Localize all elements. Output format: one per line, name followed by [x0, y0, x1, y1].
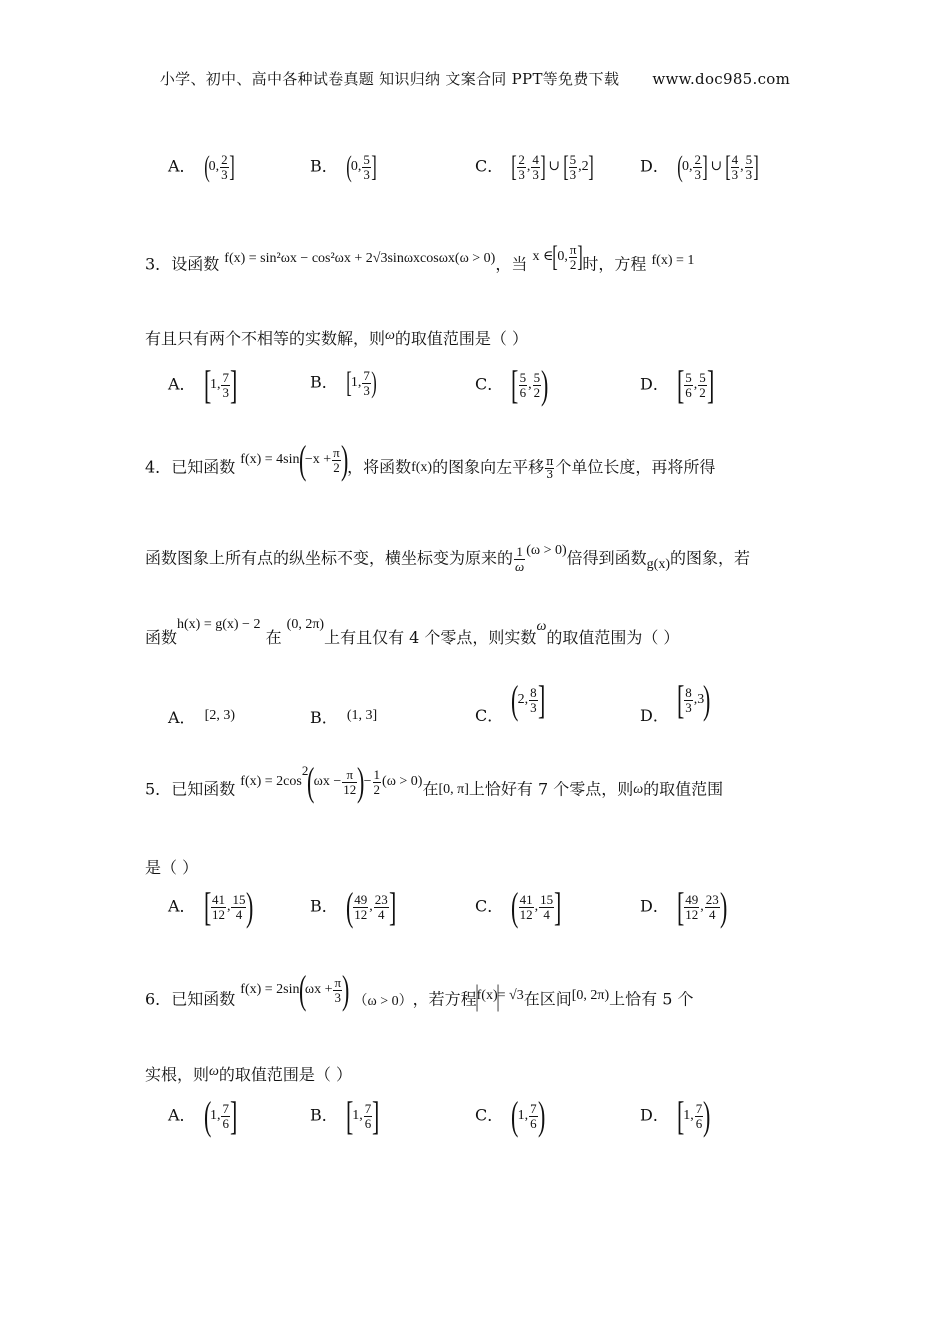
- q3-option-b: B． [1, $\frac{7}{3}$ ): [310, 366, 377, 399]
- q5-option-b: B． ( $\frac{49}{12}$ , $\frac{23}{4}$ ]: [310, 884, 397, 929]
- header-site: www.doc985.com: [652, 70, 791, 88]
- q5-option-a: A． [ $\frac{41}{12}$ , $\frac{15}{4}$ ): [168, 884, 254, 929]
- q3-option-a: A． [1, $\frac{7}{3}$ ]: [168, 362, 238, 407]
- q5-line1: 5．已知函数 f(x) = 2cos2(ωx − $\frac{\pi}{12}$ )− $\frac{1}{2}$ (ω > 0)在[0, π]上恰好有 7 个零点，则ω的取值范围: [145, 759, 724, 804]
- q4-line3: 函数h(x) = g(x) − 2 在 (0, 2π)上有且仅有 4 个零点，则实数ω的取值范围为（ ）: [145, 616, 680, 647]
- q6-option-a: A． (1, $\frac{7}{6}$ ]: [168, 1093, 238, 1138]
- q4-line2: 函数图象上所有点的纵坐标不变，横坐标变为原来的 $\frac{1}{\omega}$ (ω > 0)倍得到函数g(x)的图象，若: [145, 543, 750, 574]
- q6-line1: 6．已知函数 f(x) = 2sin(ωx + $\frac{\pi}{3}$ ) （ω > 0），若方程|f(x)|= √3在区间[0, 2π)上恰有 5 个: [145, 967, 694, 1012]
- q2-option-a: A． (0, $\frac{2}{3}$ ]: [168, 150, 235, 183]
- q3-option-d: D． [ $\frac{5}{6}$ , $\frac{5}{2}$ ]: [640, 362, 715, 407]
- q6-option-d: D． [1, $\frac{7}{6}$ ): [640, 1093, 711, 1138]
- q4-line1: 4．已知函数 f(x) = 4sin(−x + $\frac{\pi}{2}$ )，将函数f(x)的图象向左平移 $\frac{\pi}{3}$ 个单位长度，再将所得: [145, 437, 716, 482]
- q4-option-c: C． (2, $\frac{8}{3}$ ]: [475, 677, 546, 725]
- q3-line2: 有且只有两个不相等的实数解，则ω的取值范围是（ ）: [145, 327, 528, 348]
- header-text: 小学、初中、高中各种试卷真题 知识归纳 文案合同 PPT等免费下载: [159, 70, 620, 88]
- q2-option-d: D． (0, $\frac{2}{3}$ ] ∪ [ $\frac{4}{3}$ , $\frac{5}{3}$ ]: [640, 150, 759, 183]
- q6-option-c: C． (1, $\frac{7}{6}$ ): [475, 1093, 546, 1138]
- q2-option-c: C． [ $\frac{2}{3}$ , $\frac{4}{3}$ ] ∪ [ $\frac{5}{3}$ ,2]: [475, 150, 594, 183]
- q5-line2: 是（ ）: [145, 858, 199, 877]
- q3-line1: 3．设函数 f(x) = sin²ωx − cos²ωx + 2√3sinωxcosωx(ω > 0)，当 x ∈[0, $\frac{\pi}{2}$ ]时，方程 f(x) = 1: [145, 240, 695, 274]
- q4-option-d: D． [ $\frac{8}{3}$ ,3): [640, 677, 711, 725]
- q6-option-b: B． [1, $\frac{7}{6}$ ]: [310, 1093, 380, 1138]
- q4-option-b: B． (1, 3]: [310, 707, 378, 727]
- q5-option-c: C． ( $\frac{41}{12}$ , $\frac{15}{4}$ ]: [475, 884, 562, 929]
- q2-option-b: B． (0, $\frac{5}{3}$ ]: [310, 150, 377, 183]
- q5-option-d: D． [ $\frac{49}{12}$ , $\frac{23}{4}$ ): [640, 884, 728, 929]
- q6-line2: 实根，则ω的取值范围是（ ）: [145, 1063, 352, 1084]
- q3-option-c: C． [ $\frac{5}{6}$ , $\frac{5}{2}$ ): [475, 362, 549, 407]
- q4-option-a: A． [2, 3): [168, 707, 235, 727]
- page-header: [0, 68, 950, 89]
